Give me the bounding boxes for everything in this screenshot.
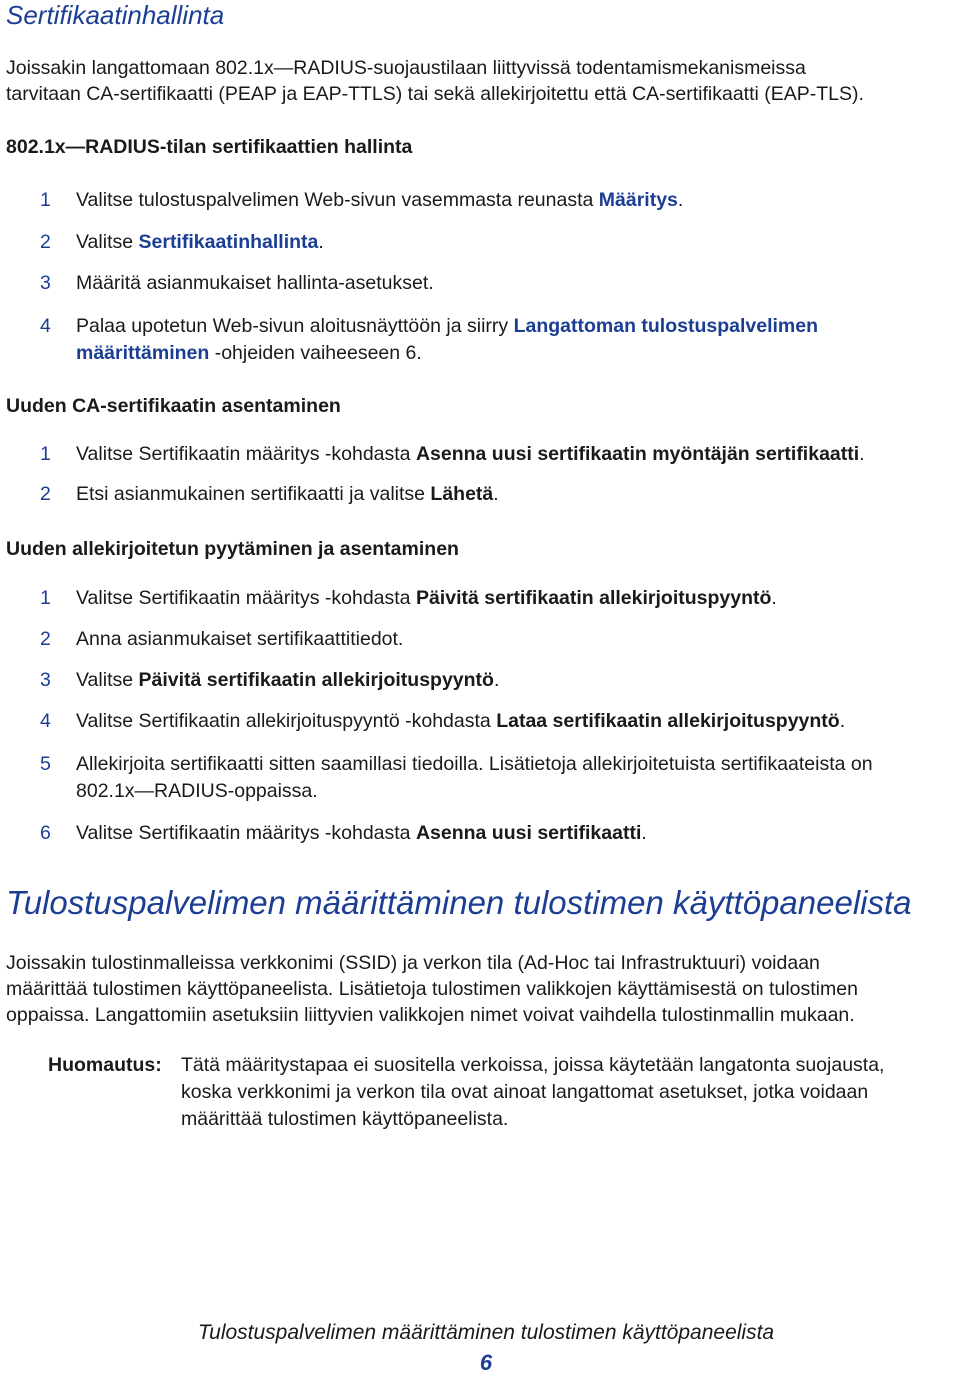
signed-heading: Uuden allekirjoitetun pyytäminen ja asentaminen — [6, 538, 459, 560]
document-page: Sertifikaatinhallinta Joissakin langattomaan 802.1x—RADIUS-suojaustilaan liittyvissä todentamismekanismeissa tarvitaan CA-sertifikaatti (PEAP ja EAP-TTLS) tai sekä allekirjoitettu että CA-sertifikaatti (EAP-TLS). 802.1x—RADIUS-tilan sertifikaattien hallinta 1 Valitse tulostuspalvelimen Web-sivun vasemmasta reunasta Määritys. 2 Valitse Sertifikaatinhallinta. 3 Määritä asianmukaiset hallinta-asetukset. 4 Palaa upotetun Web-sivun aloitusnäyttöön ja siirry Langattoman tulostuspalvelimen määrittäminen -ohjeiden vaiheeseen 6. Uuden CA-sertifikaatin asentaminen 1 Valitse Sertifikaatin määritys -kohdasta Asenna uusi sertifikaatin myöntäjän sertifikaatti. 2 Etsi asianmukainen sertifikaatti ja valitse Lähetä. Uuden allekirjoitetun pyytäminen ja asentaminen 1 Valitse Sertifikaatin määritys -kohdasta Päivitä sertifikaatin allekirjoituspyyntö. 2 Anna asianmukaiset sertifikaattitiedot. 3 Valitse Päivitä sertifikaatin allekirjoituspyyntö. 4 Valitse Sertifikaatin allekirjoituspyyntö -kohdasta Lataa sertifikaatin allekirjoituspyyntö. 5 Allekirjoita sertifikaatti sitten saamillasi tiedoilla. Lisätietoja allekirjoitetuista sertifikaateista on 802.1x—RADIUS-oppaissa. 6 Valitse Sertifikaatin määritys -kohdasta Asenna uusi sertifikaatti. Tulostuspalvelimen määrittäminen tulostimen käyttöpaneelista Joissakin tulostinmalleissa verkkonimi (SSID) ja verkon tila (Ad-Hoc tai Infrastruktuuri) voidaan määrittää tulostimen käyttöpaneelista. Lisätietoja tulostimen valikkojen käyttämisestä on tulostimen oppaissa. Langattomiin asetuksiin liittyvien valikkojen nimet voivat vaihdella tulostinmallin mukaan. Huomautus: Tätä määritystapaa ei suositella verkoissa, joissa käytetään langatonta suojausta, koska verkkonimi ja verkon tila ovat ainoat langattomat asetukset, jotka voidaan määrittää tulostimen käyttöpaneelista. Tulostuspalvelimen määrittäminen tulostimen käyttöpaneelista 6 — [0, 0, 960, 1375]
note-label: Huomautus: — [48, 1054, 162, 1076]
ca-heading: Uuden CA-sertifikaatin asentaminen — [6, 395, 341, 417]
footer-title: Tulostuspalvelimen määrittäminen tulostimen käyttöpaneelista — [197, 1321, 775, 1344]
intro-line: määrittää tulostimen käyttöpaneelista. Lisätietoja tulostimen valikkojen käyttämisestä on tulostimen — [6, 978, 858, 1000]
intro-line: Joissakin tulostinmalleissa verkkonimi (SSID) ja verkon tila (Ad-Hoc tai Infrastruktuuri) voidaan — [6, 952, 820, 974]
note-body: Tätä määritystapaa ei suositella verkoissa, joissa käytetään langatonta suojausta, koska verkkonimi ja verkon tila ovat ainoat langattomat asetukset, jotka voidaan määrittää tulostimen käyttöpaneelista. — [181, 1054, 885, 1130]
intro-line: tarvitaan CA-sertifikaatti (PEAP ja EAP-TTLS) tai sekä allekirjoitettu että CA-sertifikaatti (EAP-TLS). — [6, 83, 864, 105]
section-title-certificate-management: Sertifikaatinhallinta — [6, 0, 225, 30]
radius-heading: 802.1x—RADIUS-tilan sertifikaattien hallinta — [6, 136, 413, 158]
certificate-intro — [6, 55, 864, 107]
control-panel-intro — [6, 950, 858, 1028]
menu-link-certificate-management: Sertifikaatinhallinta — [138, 231, 319, 253]
section-title-control-panel-config: Tulostuspalvelimen määrittäminen tulostimen käyttöpaneelista — [6, 884, 912, 921]
page-number: 6 — [479, 1350, 493, 1375]
cross-reference-link[interactable]: Langattoman tulostuspalvelimen — [513, 315, 819, 337]
cross-reference-link[interactable]: määrittäminen — [76, 342, 210, 364]
intro-line: Joissakin langattomaan 802.1x—RADIUS-suojaustilaan liittyvissä todentamismekanismeissa — [6, 57, 806, 79]
menu-link-maaritys: Määritys — [598, 189, 678, 211]
intro-line: oppaissa. Langattomiin asetuksiin liittyvien valikkojen nimet voivat vaihdella tulostinmallin mukaan. — [6, 1004, 855, 1026]
